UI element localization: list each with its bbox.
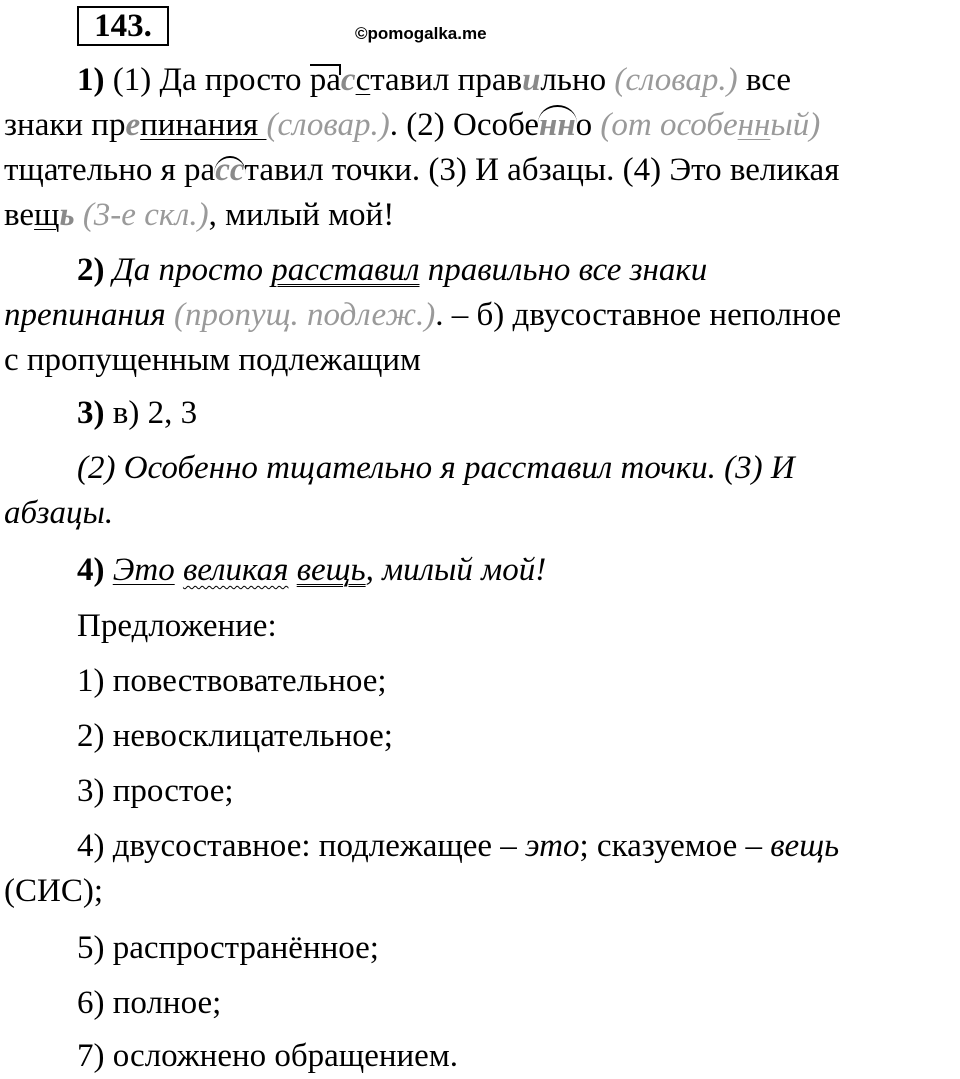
task-1-line-2: знаки препинания (словар.). (2) Особенно (от особенный) (4, 103, 960, 148)
task-2 (4, 248, 960, 383)
predicate: расставил (271, 252, 420, 288)
watermark: ©pomogalka.me (355, 24, 487, 43)
predicate-noun: вещь (296, 552, 366, 588)
task-1-number: 1) (77, 62, 105, 98)
task-3: 3) в) 2, 3 (77, 395, 198, 431)
suffix-arc: нн (539, 103, 576, 148)
prefix-mark: ра (310, 58, 341, 103)
root-arc: сс (215, 148, 244, 193)
analysis-item: 7) осложнено обращением. (77, 1038, 458, 1074)
task-1-line-1: 1) (1) Да просто расставил правильно (словар.) все (4, 58, 960, 103)
task-4: 4) Это великая вещь, милый мой! (77, 552, 547, 588)
task-2-line-3: с пропущенным подлежащим (4, 342, 421, 378)
analysis-item: 4) двусоставное: подлежащее – это; сказуемое – вещь (СИС); (4, 828, 840, 909)
analysis-heading: Предложение: (77, 608, 277, 644)
task-2-line-1: 2) Да просто расставил правильно все знаки (77, 252, 708, 288)
analysis-item: 3) простое; (77, 773, 234, 809)
task-3-sentences: (2) Особенно тщательно я расставил точки. (3) И абзацы. (4, 450, 795, 531)
analysis-item: 6) полное; (77, 985, 222, 1021)
analysis-item: 1) повествовательное; (77, 663, 387, 699)
task-2-line-2: препинания (пропущ. подлеж.). – б) двусоставное неполное (4, 297, 842, 333)
task-1-line-3: тщательно я расставил точки. (3) И абзацы. (4) Это великая (4, 148, 960, 193)
exercise-number: 143. (77, 6, 169, 46)
attribute: великая (182, 552, 289, 588)
task-2-number: 2) (77, 252, 105, 288)
task-3-number: 3) (77, 395, 105, 431)
task-1 (4, 58, 960, 238)
task-4-number: 4) (77, 552, 105, 588)
analysis-item: 2) невосклицательное; (77, 718, 393, 754)
analysis-item: 5) распространённое; (77, 930, 379, 966)
subject: Это (112, 552, 175, 588)
task-1-line-4: вещь (3-е скл.), милый мой! (4, 197, 395, 233)
